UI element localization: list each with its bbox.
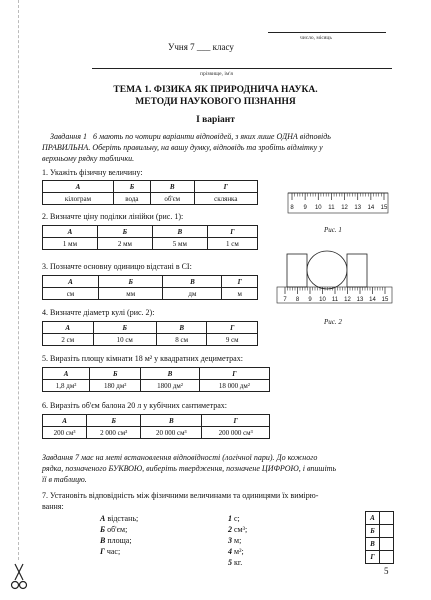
q5-answer-d: 18 000 дм² [199,380,269,392]
q1-letter-c[interactable]: В [150,181,194,193]
left-item-c [100,535,138,546]
task7-intro-line-2: рядка, позначеного БУКВОЮ, виберіть твердження, позначене ЦИФРОЮ, і впишіть [42,464,337,473]
q1-answer-b: вода [113,193,150,205]
q5-answer-c: 1800 дм² [141,380,200,392]
ruler-1-tick-label: 12 [341,205,348,211]
ruler-2-tick-label: 15 [381,297,389,303]
q6-answer-b: 2 000 см³ [87,427,141,439]
q1-answer-c: об'єм [150,193,194,205]
q5-letter-a[interactable]: А [43,368,90,380]
right-num-3: 3 [228,536,232,545]
q6-answer-d: 200 000 см³ [202,427,270,439]
q4-letter-b[interactable]: Б [93,322,156,334]
task7-line-2: вання: [42,502,64,511]
ruler-1-tick-label: 13 [354,205,362,211]
ruler-1-group [288,193,388,213]
task1-intro-line-1 [42,131,392,142]
figure-2-ball [275,244,400,314]
task7-intro-line-1: Завдання 7 має на меті встановлення відповідності (логічної пари). До кожного [42,453,318,462]
ruler-1-tick-label: 11 [328,205,335,211]
q4-letter-d[interactable]: Г [207,322,258,334]
question-4-text: 4. Визначте діаметр кулі (рис. 2): [42,308,155,317]
ruler-2-tick-label: 10 [319,297,326,303]
question-4-table [42,321,258,346]
ruler-2-tick-label: 11 [331,297,339,303]
q3-letter-d[interactable]: Г [222,276,258,288]
q6-letter-a[interactable]: А [43,415,87,427]
match-answer-c[interactable] [380,538,394,551]
q3-answer-b: мм [98,288,163,300]
q5-letter-d[interactable]: Г [199,368,269,380]
task1-text-b: ПРАВИЛЬНА. Оберіть правильну, на вашу думку, відповідь та зробіть відмітку у [42,143,323,152]
q1-letter-a[interactable]: А [43,181,114,193]
match-letter-a: А [366,512,380,525]
right-text-3: м; [234,536,242,545]
topic-line-2: МЕТОДИ НАУКОВОГО ПІЗНАННЯ [135,97,296,107]
ruler-2-group [277,251,392,303]
q3-answer-a: см [43,288,99,300]
q2-answer-a: 1 мм [43,238,98,250]
right-text-2: см³; [234,525,248,534]
variant-title: І варіант [196,115,235,125]
right-num-4: 4 [228,547,232,556]
left-block [287,254,307,287]
question-6-table [42,414,270,439]
right-item-2 [228,524,247,535]
right-num-1: 1 [228,514,232,523]
right-item-3 [228,535,247,546]
q5-answer-b: 180 дм² [90,380,141,392]
question-2-text: 2. Визначте ціну поділки лінійки (рис. 1): [42,212,184,221]
q2-answer-b: 2 мм [97,238,152,250]
ruler-2-tick-label: 14 [369,297,376,303]
ruler-2-tick-label: 12 [344,297,351,303]
ruler-1-tick-label: 9 [303,205,307,211]
left-text-c: площа; [107,536,132,545]
task7-intro-line-3: її в таблицю. [42,475,87,484]
question-3-table [42,275,258,300]
left-text-d: час; [106,547,121,556]
q6-letter-d[interactable]: Г [202,415,270,427]
q6-letter-c[interactable]: В [141,415,202,427]
q5-letter-b[interactable]: Б [90,368,141,380]
left-item-a [100,513,138,524]
left-letter-b: Б [100,525,106,534]
question-5-text: 5. Виразіть площу кімнати 18 м² у квадратних дециметрах: [42,354,243,363]
q2-letter-a[interactable]: А [43,226,98,238]
q3-answer-d: м [222,288,258,300]
q3-letter-c[interactable]: В [163,276,222,288]
match-letter-c: В [366,538,380,551]
q5-letter-c[interactable]: В [141,368,200,380]
q4-answer-b: 10 см [93,334,156,346]
q4-answer-a: 2 см [43,334,94,346]
ruler-2-tick-label: 9 [308,297,312,303]
name-line [92,68,392,69]
q4-letter-c[interactable]: В [156,322,207,334]
q6-letter-b[interactable]: Б [87,415,141,427]
q3-answer-c: дм [163,288,222,300]
q5-answer-a: 1,8 дм² [43,380,90,392]
task7-answer-table [365,511,394,564]
match-answer-a[interactable] [380,512,394,525]
task7-question [42,490,392,512]
ball [307,251,347,289]
ruler-2-tick-label: 8 [295,297,300,303]
q2-letter-c[interactable]: В [152,226,207,238]
question-1-text: 1. Укажіть фізичну величину: [42,168,143,177]
left-text-a: відстань; [107,514,139,523]
match-answer-b[interactable] [380,525,394,538]
student-label: Учня 7 ___ класу [168,42,234,52]
left-item-b [100,524,138,535]
left-letter-d: Г [100,547,105,556]
date-line [268,32,386,33]
q2-letter-b[interactable]: Б [97,226,152,238]
right-text-1: с; [234,514,240,523]
ruler-1-tick-label: 14 [367,205,375,211]
task1-text-a: 6 мають по чотири варіанти відповідей, з яких лише ОДНА відповідь [92,132,331,141]
cut-line [18,0,19,560]
scissors-icon [10,562,28,592]
ruler-2-tick-label: 13 [356,297,364,303]
right-item-5 [228,557,247,568]
q1-answer-a: кілограм [43,193,114,205]
right-block [347,254,367,287]
figure-1-caption: Рис. 1 [324,226,342,234]
left-letter-a: А [100,514,106,523]
left-item-d [100,546,138,557]
task1-text-c: верхньому рядку таблички. [42,154,135,163]
page-number: 5 [384,566,389,576]
name-hint: прізвище, ім'я [200,71,233,77]
task1-intro [42,131,392,164]
task7-line-1: 7. Установіть відповідність між фізичними величинами та одиницями їх вимірю- [42,491,319,500]
match-letter-b: Б [366,525,380,538]
question-2-table [42,225,258,250]
task7-intro [42,452,392,485]
right-text-5: кг. [234,558,243,567]
match-answer-d[interactable] [380,551,394,564]
left-letter-c: В [100,536,106,545]
right-num-5: 5 [228,558,232,567]
question-5-table [42,367,270,392]
right-item-1 [228,513,247,524]
ruler-2-tick-label: 7 [283,297,287,303]
figure-2-caption: Рис. 2 [324,318,342,326]
right-item-4 [228,546,247,557]
match-letter-d: Г [366,551,380,564]
q1-letter-d[interactable]: Г [194,181,257,193]
q1-answer-d: склянка [194,193,257,205]
q4-letter-a[interactable]: А [43,322,94,334]
date-hint: число, місяць [300,35,332,41]
q2-answer-d: 1 см [207,238,257,250]
right-text-4: м²; [234,547,244,556]
q2-letter-d[interactable]: Г [207,226,257,238]
task7-right-column [228,513,247,568]
q1-letter-b[interactable]: Б [113,181,150,193]
q3-letter-a[interactable]: А [43,276,99,288]
ruler-1-tick-label: 15 [380,205,388,211]
q2-answer-c: 5 мм [152,238,207,250]
ruler-1-tick-label: 8 [290,205,294,211]
question-3-text: 3. Позначте основну одиницю відстані в СІ: [42,262,192,271]
topic-line-1: ТЕМА 1. ФІЗИКА ЯК ПРИРОДНИЧА НАУКА. [113,85,318,95]
figure-1-ruler [280,185,400,225]
topic-title [0,84,431,108]
task1-label: Завдання 1 [50,132,87,141]
left-text-b: об'єм; [107,525,128,534]
q6-answer-c: 20 000 см³ [141,427,202,439]
question-6-text: 6. Виразіть об'єм балона 20 л у кубічних сантиметрах: [42,401,227,410]
question-1-table [42,180,258,205]
task7-left-column [100,513,138,557]
right-num-2: 2 [228,525,232,534]
q6-answer-a: 200 см³ [43,427,87,439]
q3-letter-b[interactable]: Б [98,276,163,288]
q4-answer-d: 9 см [207,334,258,346]
ruler-1-tick-label: 10 [314,205,322,211]
q4-answer-c: 8 см [156,334,207,346]
